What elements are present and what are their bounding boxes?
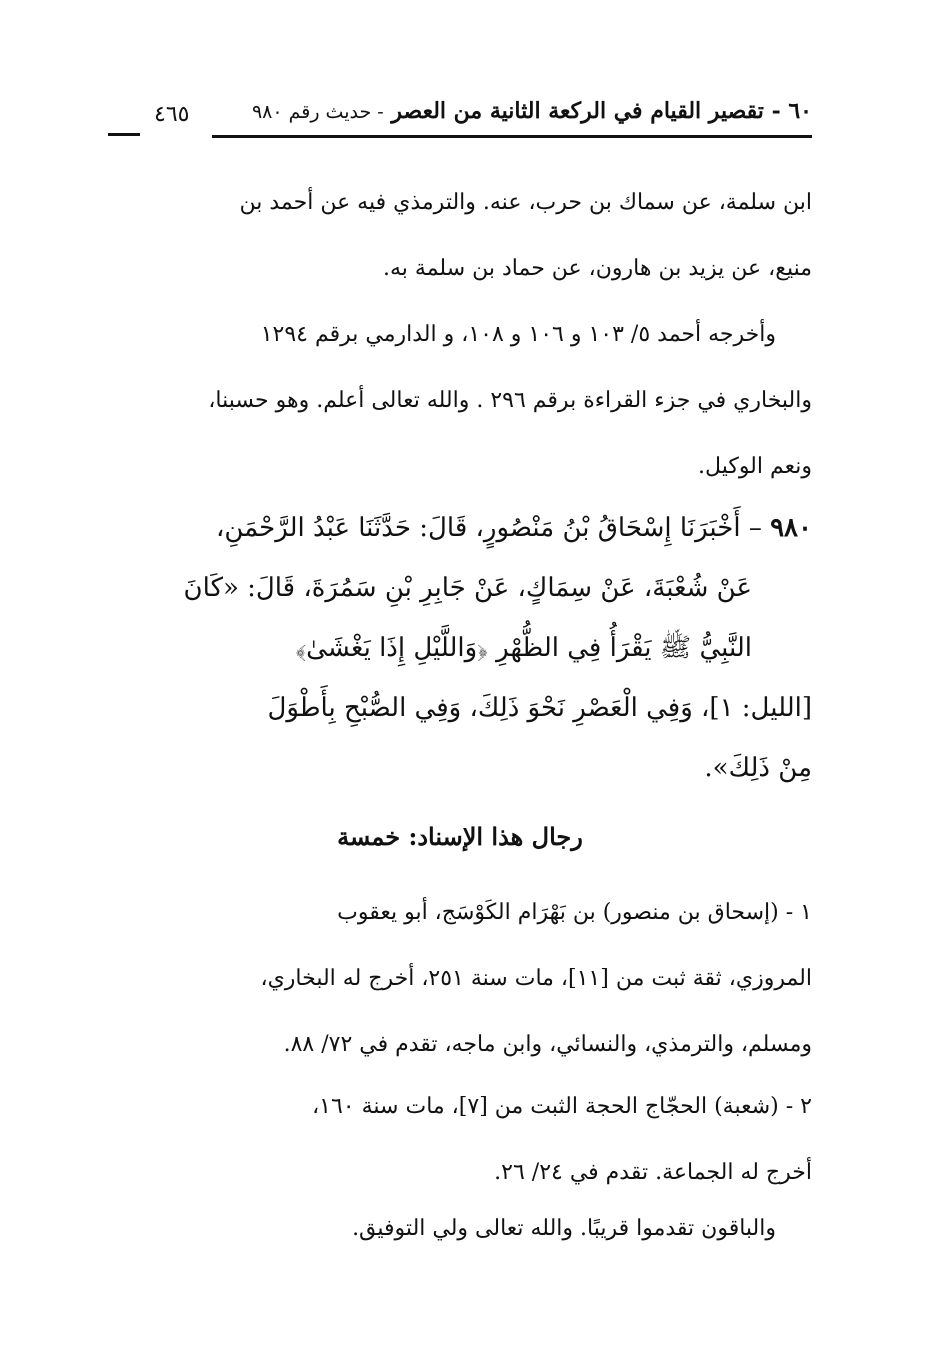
chapter-title-text: ٦٠ - تقصير القيام في الركعة الثانية من العصر [391,98,812,124]
hadith-line: النَّبِيُّ ﷺ يَقْرَأُ فِي الظُّهْرِ ﴿وَاللَّيْلِ إِذَا يَغْشَىٰ﴾ [295,633,752,663]
text-line: منيع، عن يزيد بن هارون، عن حماد بن سلمة به. [383,256,812,281]
closing-line: والباقون تقدموا قريبًا. والله تعالى ولي التوفيق. [352,1216,776,1241]
text-line: المروزي، ثقة ثبت من [١١]، مات سنة ٢٥١، أخرج له البخاري، [260,966,812,991]
text-line: أخرج له الجماعة. تقدم في ٢٤/ ٢٦. [494,1160,812,1185]
hadith-line: عَنْ شُعْبَةَ، عَنْ سِمَاكٍ، عَنْ جَابِرِ بْنِ سَمُرَةَ، قَالَ: «كَانَ [183,573,752,603]
chapter-title [252,98,812,124]
hadith-reference: - حديث رقم ٩٨٠ [251,101,384,123]
text-line: وأخرجه أحمد ٥/ ١٠٣ و ١٠٦ و ١٠٨، و الدارمي برقم ١٢٩٤ [260,322,776,347]
page-number: ٤٦٥ [154,102,190,127]
text-line: ومسلم، والترمذي، والنسائي، وابن ماجه، تقدم في ٧٢/ ٨٨. [283,1032,812,1057]
short-header-rule [108,133,140,136]
hadith-number: ٩٨٠ [770,513,812,543]
text-line: والبخاري في جزء القراءة برقم ٢٩٦ . والله تعالى أعلم. وهو حسبنا، [208,388,812,413]
hadith-line [108,498,812,558]
hadith-line-text: – أَخْبَرَنَا إِسْحَاقُ بْنُ مَنْصُورٍ، قَالَ: حَدَّثَنَا عَبْدُ الرَّحْمَنِ، [215,513,762,543]
hadith-text [108,498,812,798]
paragraph-2 [108,302,812,500]
text-line: ٢ - (شعبة) الحجّاج الحجة الثبت من [٧]، مات سنة ١٦٠، [312,1094,812,1119]
text-line: ١ - (إسحاق بن منصور) بن بَهْرَام الكَوْسَج، أبو يعقوب [337,900,812,925]
header-rule [212,135,812,138]
hadith-line: مِنْ ذَلِكَ». [704,753,812,783]
running-header [108,92,812,138]
text-line: ونعم الوكيل. [698,454,812,479]
text-line: ابن سلمة، عن سماك بن حرب، عنه. والترمذي فيه عن أحمد بن [239,190,812,215]
narrator-2 [108,1074,812,1206]
narrator-1 [108,880,812,1078]
closing-paragraph [108,1196,812,1262]
hadith-line: [الليل: ١]، وَفِي الْعَصْرِ نَحْوَ ذَلِكَ، وَفِي الصُّبْحِ بِأَطْوَلَ [267,693,812,723]
section-heading: رجال هذا الإسناد: خمسة [337,822,583,851]
paragraph-1 [108,170,812,302]
